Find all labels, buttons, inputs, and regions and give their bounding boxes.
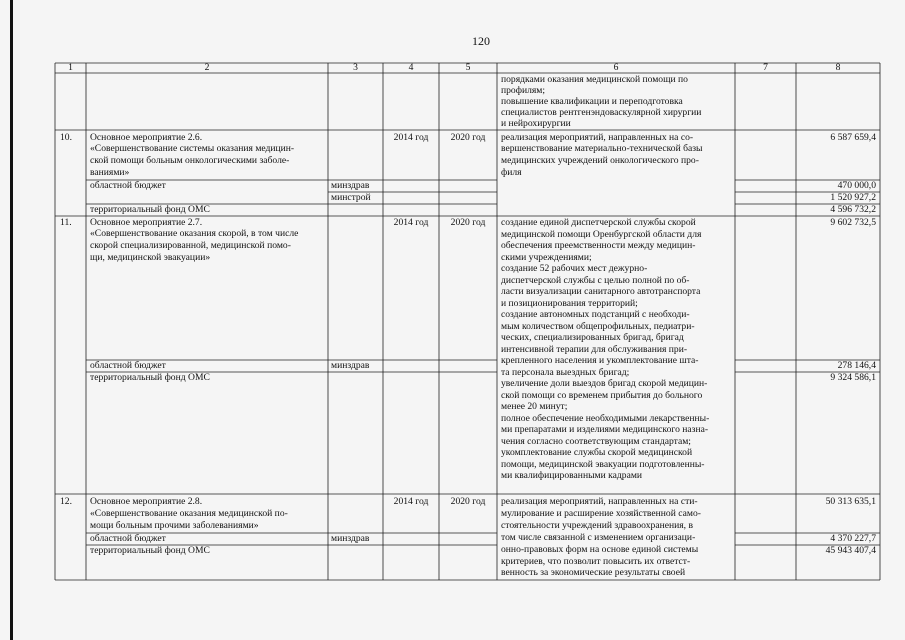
- end-year: 2020 год: [450, 217, 486, 228]
- page-number: 120: [472, 34, 490, 48]
- text-line: порядками оказания медицинской помощи по: [501, 74, 688, 85]
- funding-source: территориальный фонд ОМС: [90, 204, 210, 215]
- description-line: реализация мероприятий, направленных на сти-: [501, 496, 698, 507]
- source-amount: 45 943 407,4: [825, 545, 876, 556]
- description-line: менее 20 минут;: [501, 401, 568, 412]
- header-col-8: 8: [835, 62, 841, 73]
- row-number: 10.: [60, 132, 72, 143]
- row-number: 11.: [60, 217, 72, 228]
- source-amount: 278 146,4: [837, 360, 876, 371]
- funding-source: областной бюджет: [90, 180, 166, 191]
- total-amount: 50 313 635,1: [825, 496, 876, 507]
- description-line: увеличение доли выездов бригад скорой медицин-: [501, 378, 708, 389]
- source-amount: 470 000,0: [837, 180, 876, 191]
- description-line: реализация мероприятий, направленных на со-: [501, 132, 694, 143]
- measure-title-line: «Совершенствование оказания медицинской по-: [90, 508, 288, 519]
- description-line: ческих, специализированных бригад, бригад: [501, 332, 684, 343]
- description-line: медицинских учреждений онкологического про-: [501, 155, 699, 166]
- measure-title-line: Основное мероприятие 2.7.: [90, 217, 203, 228]
- total-amount: 6 587 659,4: [830, 132, 876, 143]
- description-line: укомплектование службы скорой медицинской: [501, 447, 693, 458]
- header-col-2: 2: [204, 62, 210, 73]
- description-line: вершенствование материально-технической базы: [501, 143, 703, 154]
- start-year: 2014 год: [393, 496, 429, 507]
- description-line: скими учреждениями;: [501, 251, 592, 263]
- text-line: специалистов рентгенэндоваскулярной хирургии: [501, 107, 702, 118]
- header-col-6: 6: [613, 62, 619, 73]
- measure-title-line: ваниями»: [90, 167, 130, 178]
- description-line: филя: [501, 167, 522, 178]
- description-line: и позиционирования территорий;: [501, 297, 638, 309]
- description-line: обеспечения преемственности между медицин-: [501, 240, 696, 251]
- measure-title-line: Основное мероприятие 2.8.: [90, 496, 203, 507]
- description-line: том числе связанной с изменением организаци-: [501, 532, 696, 543]
- executor: минздрав: [331, 180, 370, 191]
- text-line: повышение квалификации и переподготовка: [501, 96, 683, 107]
- executor: минстрой: [331, 192, 371, 203]
- measure-title-line: «Совершенствование оказания скорой, в том числе: [90, 228, 299, 239]
- description-line: интенсивной терапии для обслуживания при-: [501, 343, 688, 355]
- measure-title-line: щи, медицинской эвакуации»: [90, 252, 211, 263]
- description-line: стоятельности учреждений здравоохранения, в: [501, 520, 693, 531]
- executor: минздрав: [331, 533, 370, 544]
- header-col-5: 5: [465, 62, 471, 73]
- description-line: помощи, медицинской эвакуации подготовленны-: [501, 458, 705, 470]
- source-amount: 1 520 927,2: [830, 192, 876, 203]
- funding-source: территориальный фонд ОМС: [90, 545, 210, 556]
- description-line: критериев, что позволит повысить их ответст-: [501, 556, 691, 567]
- header-col-7: 7: [763, 62, 768, 73]
- row-number: 12.: [60, 496, 72, 507]
- text-line: и нейрохирургии: [501, 118, 571, 129]
- header-col-3: 3: [353, 62, 358, 73]
- description-line: крепленного населения и укомплектование шта-: [501, 355, 699, 366]
- description-line: мулирование и расширение хозяйственной само-: [501, 508, 701, 519]
- description-line: ской помощи со временем прибытия до больного: [501, 389, 703, 401]
- description-line: ми препаратами и изделиями медицинского назна-: [501, 424, 709, 435]
- source-amount: 4 596 732,2: [830, 204, 876, 215]
- header-col-1: 1: [68, 62, 73, 73]
- description-line: онно-правовых форм на основе единой системы: [501, 544, 699, 555]
- description-line: мым количеством общепрофильных, педиатри-: [501, 320, 695, 332]
- description-line: ласти визуализации санитарного автотранспорта: [501, 286, 701, 297]
- funding-source: территориальный фонд ОМС: [90, 372, 210, 383]
- end-year: 2020 год: [450, 132, 486, 143]
- measure-title-line: Основное мероприятие 2.6.: [90, 132, 203, 143]
- funding-source: областной бюджет: [90, 360, 166, 371]
- start-year: 2014 год: [393, 217, 429, 228]
- text-line: профилям;: [501, 85, 546, 96]
- header-col-4: 4: [408, 62, 414, 73]
- description-line: венность за экономические результаты своей: [501, 567, 686, 578]
- description-line: создание 52 рабочих мест дежурно-: [501, 263, 648, 274]
- measure-title-line: скорой специализированной, медицинской помо-: [90, 240, 291, 251]
- description-line: медицинской помощи Оренбургской области для: [501, 228, 702, 240]
- end-year: 2020 год: [450, 496, 486, 507]
- executor: минздрав: [331, 360, 370, 371]
- source-amount: 9 324 586,1: [830, 372, 876, 383]
- measure-title-line: ской помощи больным онкологическими заболе-: [90, 155, 290, 166]
- description-line: та персонала выездных бригад;: [501, 366, 630, 378]
- description-line: полное обеспечение необходимыми лекарственны-: [501, 412, 710, 424]
- start-year: 2014 год: [393, 132, 429, 143]
- description-line: диспетчерской службы с целью полной по об-: [501, 274, 690, 286]
- description-line: ми квалифицированными кадрами: [501, 470, 643, 481]
- total-amount: 9 602 732,5: [830, 217, 876, 228]
- description-line: создание автономных подстанций с необходи-: [501, 309, 690, 320]
- description-line: чения согласно соответствующим стандартам;: [501, 435, 691, 447]
- measure-title-line: «Совершенствование системы оказания медицин-: [90, 143, 295, 154]
- funding-source: областной бюджет: [90, 533, 166, 544]
- description-line: создание единой диспетчерской службы скорой: [501, 217, 696, 228]
- source-amount: 4 370 227,7: [830, 533, 876, 544]
- measure-title-line: мощи больным прочими заболеваниями»: [90, 520, 259, 531]
